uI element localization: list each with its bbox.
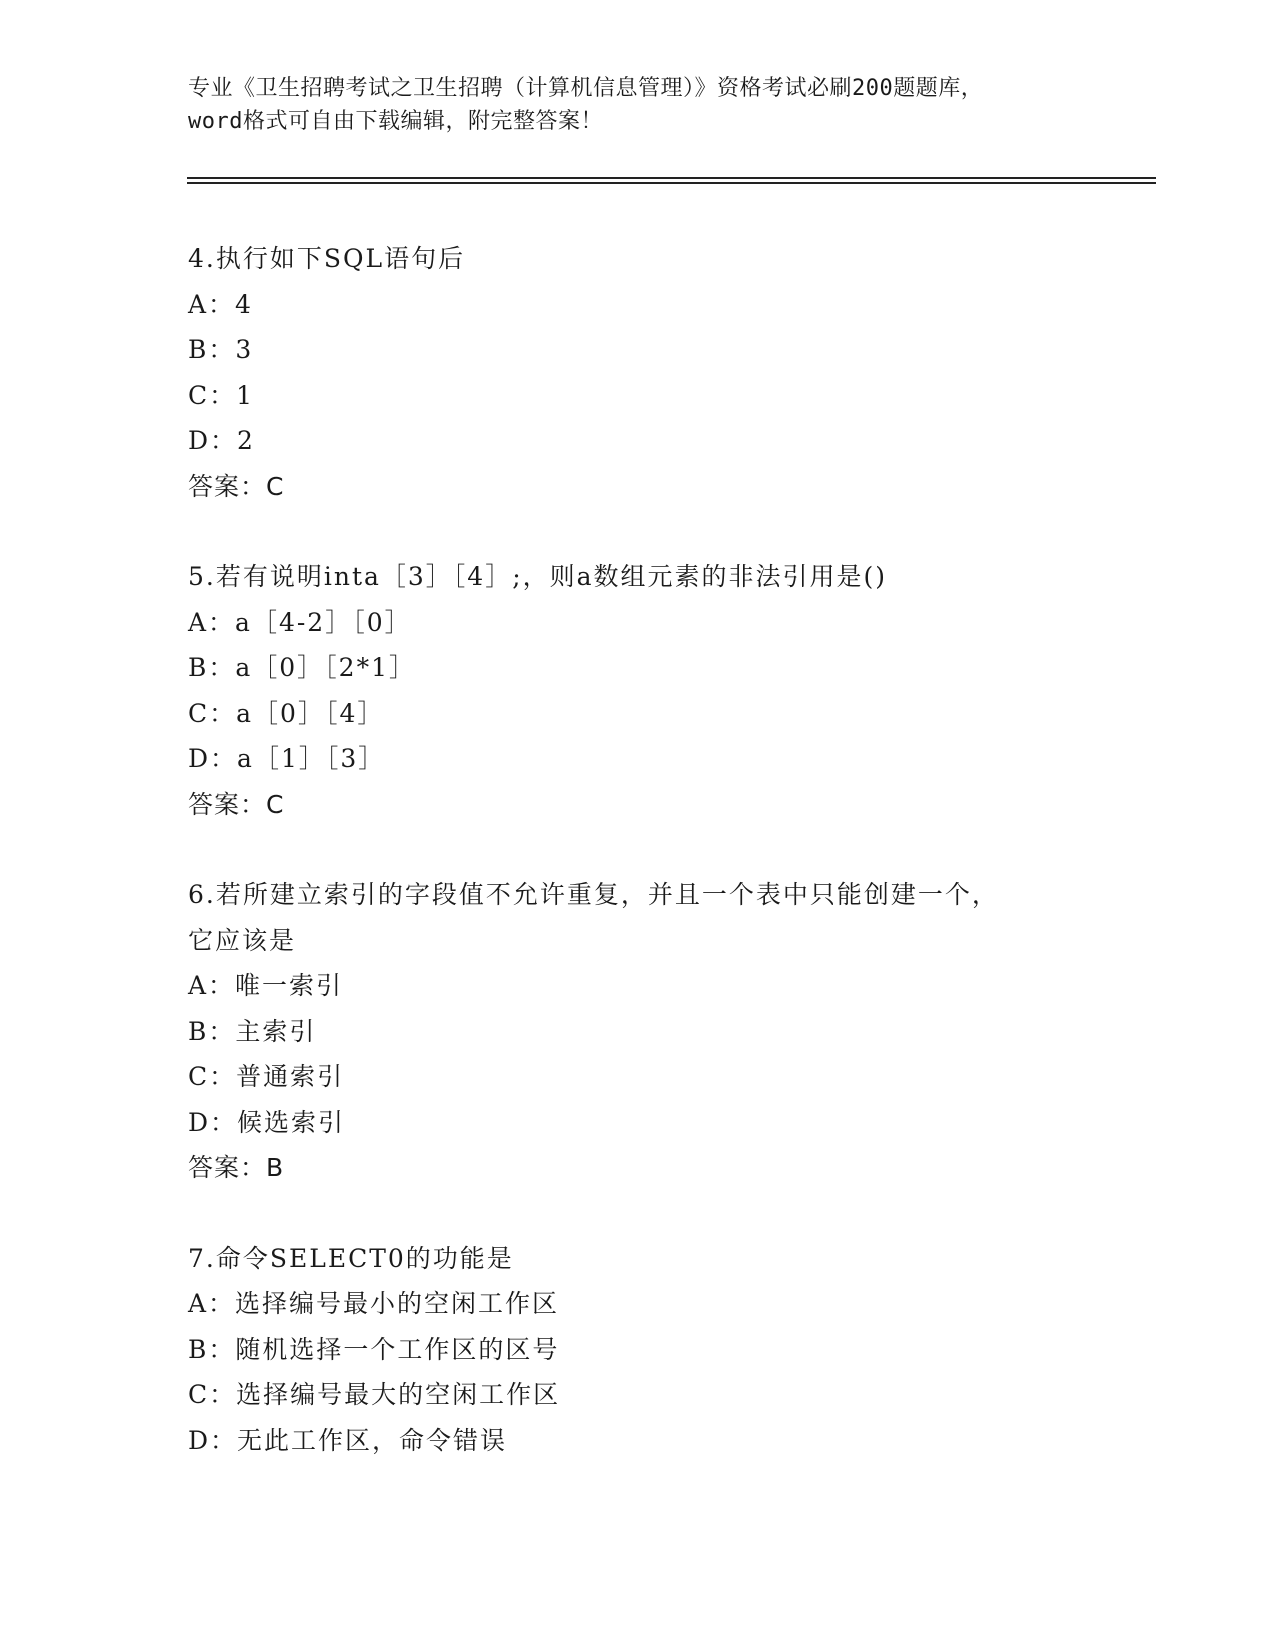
header-line-1: 专业《卫生招聘考试之卫生招聘（计算机信息管理）》资格考试必刷200题题库， xyxy=(188,76,984,101)
header-line-2: word格式可自由下载编辑，附完整答案！ xyxy=(188,109,603,134)
question-5 xyxy=(188,554,1148,827)
answer: 答案：B xyxy=(188,1153,285,1182)
question-stem: 7.命令SELECT0的功能是 xyxy=(188,1243,514,1273)
header-divider-top xyxy=(187,177,1156,179)
question-stem: 6.若所建立索引的字段值不允许重复，并且一个表中只能创建一个， xyxy=(188,880,999,909)
answer: 答案：C xyxy=(188,789,285,819)
header-divider-bottom xyxy=(187,182,1156,184)
option-b: B：3 xyxy=(188,335,254,364)
question-stem: 5.若有说明inta［3］［4］;，则a数组元素的非法引用是() xyxy=(188,562,888,591)
option-a: A：选择编号最小的空闲工作区 xyxy=(188,1289,560,1318)
option-d: D：候选索引 xyxy=(188,1107,346,1137)
option-b: B：随机选择一个工作区的区号 xyxy=(188,1334,560,1364)
option-d: D：无此工作区，命令错误 xyxy=(188,1425,508,1455)
option-c: C：选择编号最大的空闲工作区 xyxy=(188,1380,561,1409)
option-b: B：主索引 xyxy=(188,1016,317,1046)
option-b: B：a［0］［2*1］ xyxy=(188,653,416,682)
question-list xyxy=(188,236,1148,1508)
option-c: C：a［0］［4］ xyxy=(188,698,385,728)
option-a: A：唯一索引 xyxy=(188,971,344,1000)
option-a: A：4 xyxy=(188,289,253,319)
answer: 答案：C xyxy=(188,471,285,501)
question-4 xyxy=(188,236,1148,509)
document-header xyxy=(188,72,1088,138)
question-stem-continued: 它应该是 xyxy=(188,925,297,955)
question-stem: 4.执行如下SQL语句后 xyxy=(188,244,466,273)
option-d: D：a［1］［3］ xyxy=(188,744,386,773)
option-d: D：2 xyxy=(188,426,255,455)
option-a: A：a［4-2］［0］ xyxy=(188,607,412,637)
option-c: C：1 xyxy=(188,380,255,410)
question-6 xyxy=(188,872,1148,1191)
option-c: C：普通索引 xyxy=(188,1062,345,1091)
question-7 xyxy=(188,1236,1148,1464)
